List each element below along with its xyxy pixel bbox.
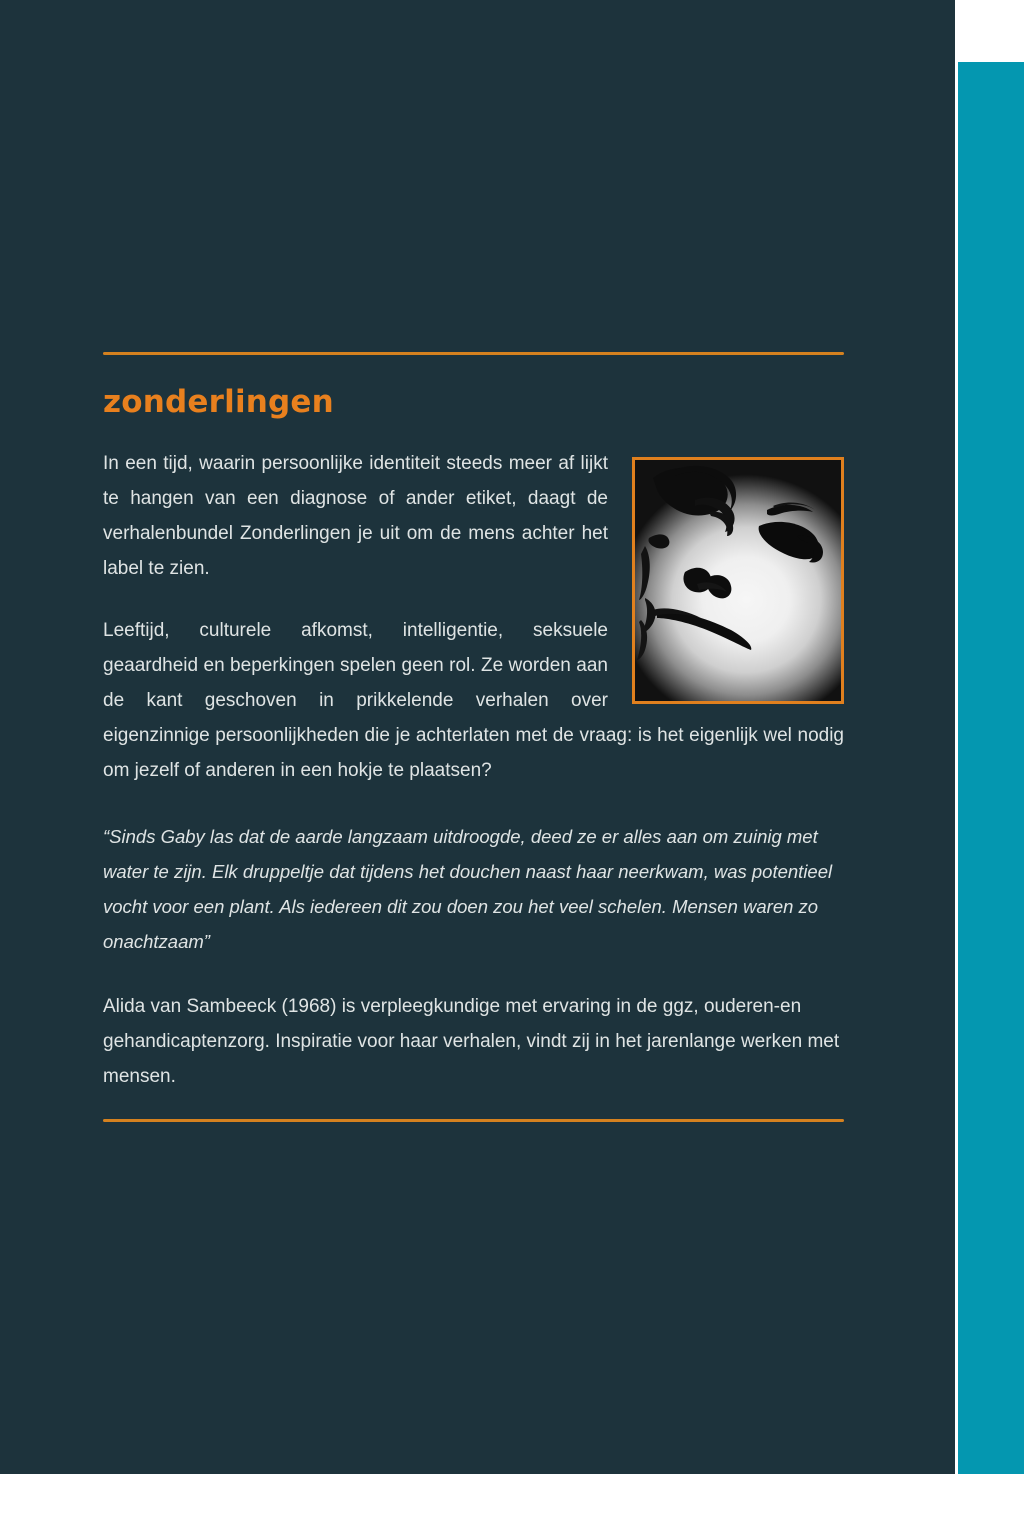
paragraph-intro: In een tijd, waarin persoonlijke identiteit steeds meer af lijkt te hangen van een diagnose of ander etiket, daagt de verhalenbundel Zonderlingen je uit om de mens achter het label te zien. [103,453,608,580]
portrait-image [632,457,844,704]
right-accent-bar [958,62,1024,1474]
article-block [103,352,844,1122]
divider-rule-bottom [103,1119,844,1122]
text-with-figure-wrap [103,446,844,788]
portrait-face-strokes [635,460,841,701]
divider-rule-top [103,352,844,355]
page-title: zonderlingen [103,384,334,420]
paragraph-themes: Leeftijd, culturele afkomst, intelligentie, seksuele geaardheid en beperkingen spelen geen rol. Ze worden aan de kant geschoven in prikkelende verhalen over eigenzinnige persoonlijkheden die je achterlaten met de vraag: is het eigenlijk wel nodig om jezelf of anderen in een hokje te plaatsen? [103,620,844,782]
paragraph-quote: “Sinds Gaby las dat de aarde langzaam uitdroogde, deed ze er alles aan om zuinig met water te zijn. Elk druppeltje dat tijdens het douchen naast haar neerkwam, was potentieel vocht voor een plant. Als iedereen dit zou doen zou het veel schelen. Mensen waren zo onachtzaam” [103,826,833,953]
paragraph-author-bio: Alida van Sambeeck (1968) is verpleegkundige met ervaring in de ggz, ouderen-en gehandicaptenzorg. Inspiratie voor haar verhalen, vindt zij in het jarenlange werken met mensen. [103,996,840,1088]
